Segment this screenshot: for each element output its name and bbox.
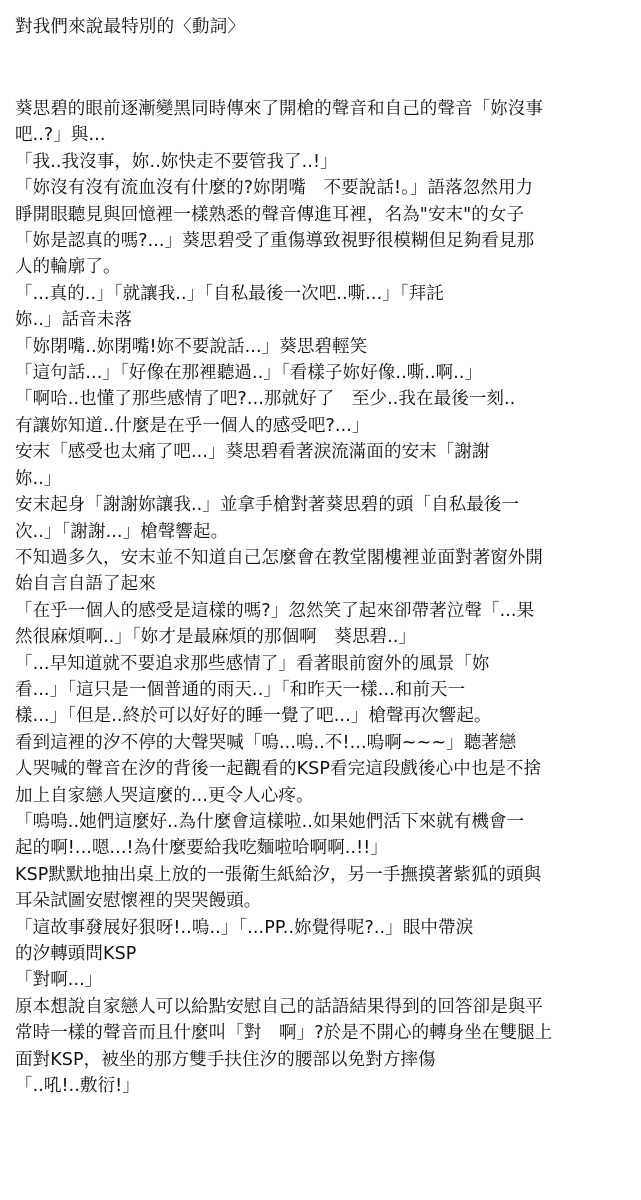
paragraph-line: 安末「感受也太痛了吧...」葵思碧看著淚流滿面的安末「謝謝 — [15, 442, 490, 463]
story-paragraph — [15, 915, 629, 968]
paragraph-line: 「...早知道就不要追求那些感情了」看著眼前窗外的風景「妳 — [15, 653, 490, 674]
paragraph-line: 吧..?」與... — [15, 125, 106, 146]
paragraph-line: 「我..我沒事，妳..妳快走不要管我了..!」 — [15, 151, 338, 172]
story-paragraph — [15, 598, 629, 651]
paragraph-line: 然很麻煩啊..」「妳才是最麻煩的那個啊 葵思碧..」 — [15, 627, 417, 648]
story-paragraph — [15, 334, 629, 360]
story-paragraph — [15, 651, 629, 730]
paragraph-line: 「對啊...」 — [15, 970, 103, 991]
paragraph-line: 樣...」「但是..終於可以好好的睡一覺了吧...」槍聲再次響起。 — [15, 706, 492, 727]
paragraph-line: 始自言自語了起來 — [15, 574, 156, 595]
paragraph-line: 次..」「謝謝...」槍聲響起。 — [15, 521, 229, 542]
document-body — [15, 96, 629, 1099]
story-paragraph — [15, 730, 629, 809]
paragraph-line: 的汐轉頭問KSP — [15, 944, 137, 964]
paragraph-line: 看...」「這只是一個普通的雨天..」「和昨天一樣...和前天一 — [15, 679, 466, 700]
paragraph-line: 有讓妳知道..什麼是在乎一個人的感受吧?...」 — [15, 415, 370, 436]
paragraph-line: 妳..」話音未落 — [15, 310, 132, 331]
paragraph-line: 耳朵試圖安慰懷裡的哭哭饅頭。 — [15, 891, 262, 912]
story-paragraph — [15, 1073, 629, 1099]
story-paragraph — [15, 360, 629, 386]
paragraph-line: 起的啊!...嗯...!為什麼要給我吃麵啦哈啊啊..!!」 — [15, 838, 388, 859]
paragraph-line: 面對KSP，被坐的那方雙手扶住汐的腰部以免對方摔傷 — [15, 1049, 436, 1070]
paragraph-line: 「在乎一個人的感受是這樣的嗎?」忽然笑了起來卻帶著泣聲「...果 — [15, 600, 535, 621]
story-paragraph — [15, 862, 629, 915]
paragraph-line: 人哭喊的聲音在汐的背後一起觀看的KSP看完這段戲後心中也是不捨 — [15, 759, 542, 780]
paragraph-line: 妳..」 — [15, 468, 62, 489]
paragraph-line: KSP默默地抽出桌上放的一張衛生紙給汐，另一手撫摸著紫狐的頭與 — [15, 864, 542, 885]
paragraph-line: 葵思碧的眼前逐漸變黑同時傳來了開槍的聲音和自己的聲音「妳沒事 — [15, 99, 543, 119]
paragraph-line: 常時一樣的聲音而且什麼叫「對 啊」?於是不開心的轉身坐在雙腿上 — [15, 1023, 553, 1044]
paragraph-line: 「這故事發展好狠呀!..嗚..」「...PP..妳覺得呢?..」眼中帶淚 — [15, 917, 474, 938]
paragraph-line: 原本想說自家戀人可以給點安慰自己的話語結果得到的回答卻是與平 — [15, 996, 543, 1017]
paragraph-line: 加上自家戀人哭這麼的...更令人心疼。 — [15, 785, 314, 806]
story-paragraph — [15, 228, 629, 281]
paragraph-line: 睜開眼聽見與回憶裡一樣熟悉的聲音傳進耳裡，名為"安末"的女子 — [15, 204, 525, 225]
paragraph-line: 「妳是認真的嗎?...」葵思碧受了重傷導致視野很模糊但足夠看見那 — [15, 231, 535, 252]
paragraph-line: 「這句話...」「好像在那裡聽過..」「看樣子妳好像..嘶..啊..」 — [15, 363, 483, 384]
paragraph-line: 「妳沒有沒有流血沒有什麼的?妳閉嘴 不要說話!。」語落忽然用力 — [15, 178, 534, 199]
paragraph-line: 不知過多久，安末並不知道自己怎麼會在教堂閣樓裡並面對著窗外開 — [15, 547, 543, 568]
paragraph-line: 看到這裡的汐不停的大聲哭喊「嗚...嗚..不!...嗚啊~~~」聽著戀 — [15, 732, 517, 753]
document-title: 對我們來說最特別的〈動詞〉 — [15, 17, 246, 37]
story-paragraph — [15, 545, 629, 598]
story-paragraph — [15, 994, 629, 1073]
story-paragraph — [15, 492, 629, 545]
story-paragraph — [15, 149, 629, 175]
story-paragraph — [15, 96, 629, 149]
paragraph-line: 人的輪廓了。 — [15, 257, 121, 278]
story-paragraph — [15, 175, 629, 228]
story-paragraph — [15, 967, 629, 993]
paragraph-line: 「..吼!..敷衍!」 — [15, 1076, 140, 1097]
story-paragraph — [15, 439, 629, 492]
story-paragraph — [15, 281, 629, 334]
story-paragraph — [15, 809, 629, 862]
paragraph-line: 「...真的..」「就讓我..」「自私最後一次吧..嘶...」「拜託 — [15, 283, 444, 304]
paragraph-line: 安末起身「謝謝妳讓我..」並拿手槍對著葵思碧的頭「自私最後一 — [15, 495, 520, 516]
paragraph-line: 「妳閉嘴..妳閉嘴!妳不要說話...」葵思碧輕笑 — [15, 336, 368, 357]
paragraph-line: 「啊哈..也懂了那些感情了吧?...那就好了 至少..我在最後一刻.. — [15, 389, 516, 410]
paragraph-line: 「嗚嗚..她們這麼好..為什麼會這樣啦..如果她們活下來就有機會一 — [15, 811, 525, 832]
story-paragraph — [15, 386, 629, 439]
